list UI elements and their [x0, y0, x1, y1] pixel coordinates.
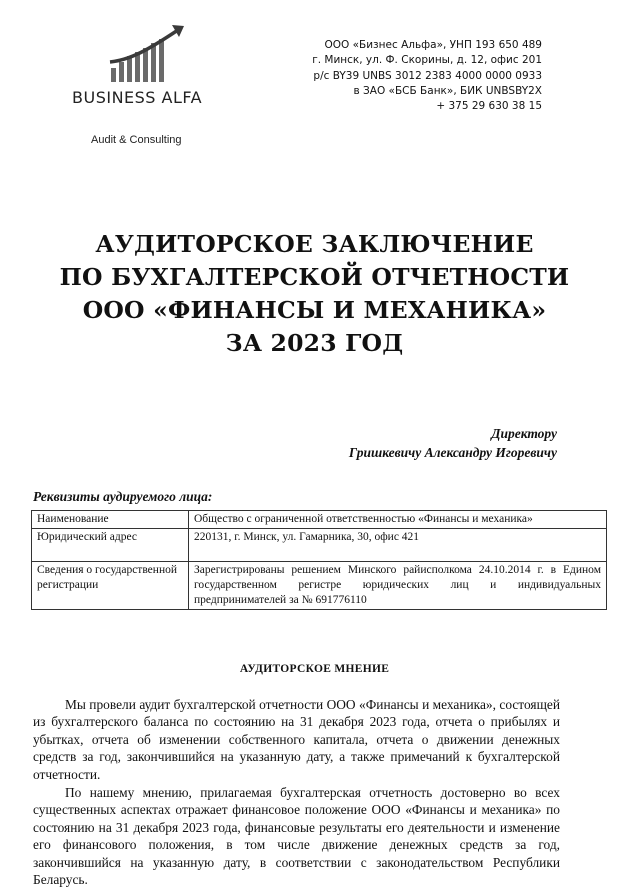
addressee-block: [349, 424, 557, 462]
opinion-paragraph: Мы провели аудит бухгалтерской отчетности ООО «Финансы и механика», состоящей из бухгалтерского баланса по состоянию на 31 декабря 2023 года, отчета о прибылях и убытках, отчета об изменении собственного капитала, отчета о движении денежных средств за год, закончившийся на указанную дату, а также примечаний к бухгалтерской отчетности.: [33, 697, 560, 782]
table-cell-label: Юридический адрес: [32, 529, 189, 562]
brand-name: BUSINESS ALFA: [72, 88, 203, 107]
title-line: ООО «ФИНАНСЫ И МЕХАНИКА»: [82, 296, 547, 324]
company-phone-line: + 375 29 630 38 15: [436, 100, 542, 113]
title-line: ПО БУХГАЛТЕРСКОЙ ОТЧЕТНОСТИ: [59, 263, 570, 291]
table-row: [32, 562, 607, 610]
addressee-name: Гришкевичу Александру Игоревичу: [348, 445, 557, 460]
company-name-line: ООО «Бизнес Альфа», УНП 193 650 489: [324, 39, 542, 51]
company-address-line: г. Минск, ул. Ф. Скорины, д. 12, офис 201: [312, 54, 542, 67]
opinion-paragraph: По нашему мнению, прилагаемая бухгалтерская отчетность достоверно во всех существенных аспектах отражает финансовое положение ООО «Финансы и механика» по состоянию на 31 декабря 2023 года, финансовые результаты его деятельности и изменение его финансового положения, в том числе движение денежных средств за год, закончившийся на указанную дату, в соответствии с законодательством Республики Беларусь.: [33, 785, 560, 888]
company-details: [312, 38, 542, 114]
brand-tagline: Audit & Consulting: [91, 134, 182, 146]
title-line: АУДИТОРСКОЕ ЗАКЛЮЧЕНИЕ: [95, 230, 534, 258]
requisites-heading: Реквизиты аудируемого лица:: [33, 489, 213, 504]
document-title: [0, 228, 629, 360]
table-row: [32, 511, 607, 529]
opinion-heading: АУДИТОРСКОЕ МНЕНИЕ: [239, 663, 390, 675]
addressee-position: Директору: [491, 426, 557, 441]
table-cell-label: Наименование: [32, 511, 189, 529]
growth-chart-logo-icon: [108, 22, 190, 86]
table-cell-value: 220131, г. Минск, ул. Гамарника, 30, офис 421: [189, 529, 607, 562]
table-cell-value: Зарегистрированы решением Минского райисполкома 24.10.2014 г. в Едином государственном регистре юридических лиц и индивидуальных предпринимателей за № 691776110: [189, 562, 607, 610]
company-bank-line: в ЗАО «БСБ Банк», БИК UNBSBY2X: [353, 84, 542, 97]
table-row: [32, 529, 607, 562]
company-account-line: р/с BY39 UNBS 3012 2383 4000 0000 0933: [313, 69, 542, 82]
table-cell-value: Общество с ограниченной ответственностью «Финансы и механика»: [189, 511, 607, 529]
table-cell-label: Сведения о государственной регистрации: [32, 562, 189, 610]
title-line: ЗА 2023 ГОД: [225, 329, 404, 357]
requisites-table: [31, 510, 607, 610]
